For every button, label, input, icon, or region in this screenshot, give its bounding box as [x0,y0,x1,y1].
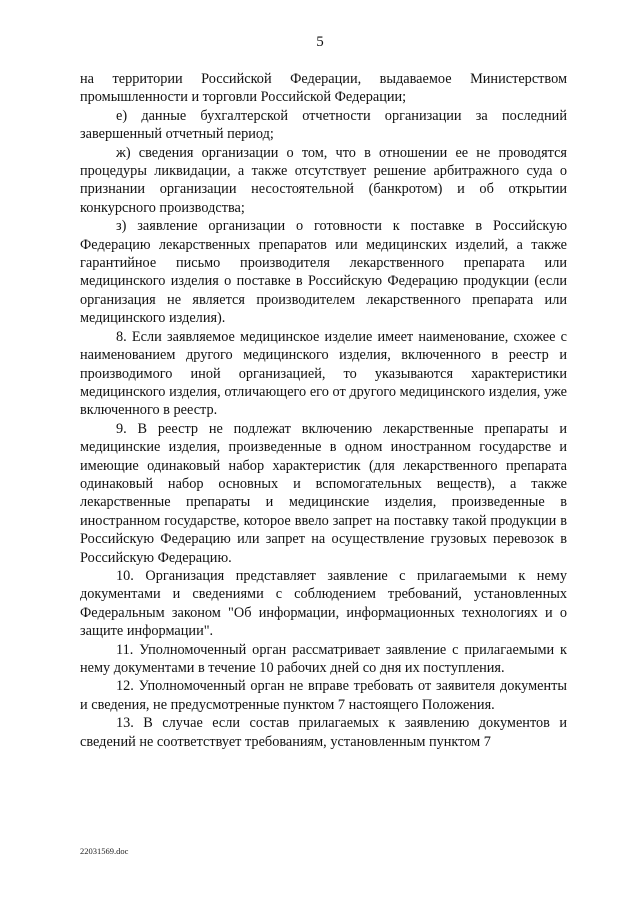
paragraph-13: 13. В случае если состав прилагаемых к заявлению документов и сведений не соответствует требованиям, установленным пунктом 7 [80,715,567,750]
paragraph-continuation: на территории Российской Федерации, выдаваемое Министерством промышленности и торговли Российской Федерации; [80,71,567,106]
paragraph-12: 12. Уполномоченный орган не вправе требовать от заявителя документы и сведения, не предусмотренные пунктом 7 настоящего Положения. [80,678,567,713]
document-body [80,70,567,751]
document-filename: 22031569.doc [80,846,129,856]
page-number: 5 [316,34,324,50]
paragraph-11: 11. Уполномоченный орган рассматривает заявление с прилагаемыми к нему документами в течение 10 рабочих дней со дня их поступления. [80,641,567,676]
paragraph-item-zh: ж) сведения организации о том, что в отношении ее не проводятся процедуры ликвидации, а также отсутствует решение арбитражного суда о признании организации несостоятельной (банкротом) и об открытии конкурсного производства; [80,144,567,216]
paragraph-8: 8. Если заявляемое медицинское изделие имеет наименование, схожее с наименованием другого медицинского изделия, включенного в реестр и производимого иной организацией, то указываются характеристики медицинского изделия, отличающего его от другого медицинского изделия, уже включенного в реестр. [80,328,567,419]
paragraph-9: 9. В реестр не подлежат включению лекарственные препараты и медицинские изделия, произведенные в одном иностранном государстве и имеющие одинаковый набор характеристик (для лекарственного препарата одинаковый набор основных и вспомогательных веществ), а также лекарственные препараты и медицинские изделия, произведенные в иностранном государстве, которое ввело запрет на поставку такой продукции в Российскую Федерацию или запрет на осуществление грузовых перевозок в Российскую Федерацию. [80,420,567,566]
paragraph-10: 10. Организация представляет заявление с прилагаемыми к нему документами и сведениями с соблюдением требований, установленных Федеральным законом "Об информации, информационных технологиях и о защите информации". [80,567,567,640]
paragraph-item-z: з) заявление организации о готовности к поставке в Российскую Федерацию лекарственных препаратов или медицинских изделий, а также гарантийное письмо производителя лекарственного препарата или медицинского изделия о поставке в Российскую Федерацию продукции (если организация не является производителем лекарственного препарата или медицинского изделия). [80,218,567,327]
paragraph-item-e: е) данные бухгалтерской отчетности организации за последний завершенный отчетный период; [80,107,567,143]
